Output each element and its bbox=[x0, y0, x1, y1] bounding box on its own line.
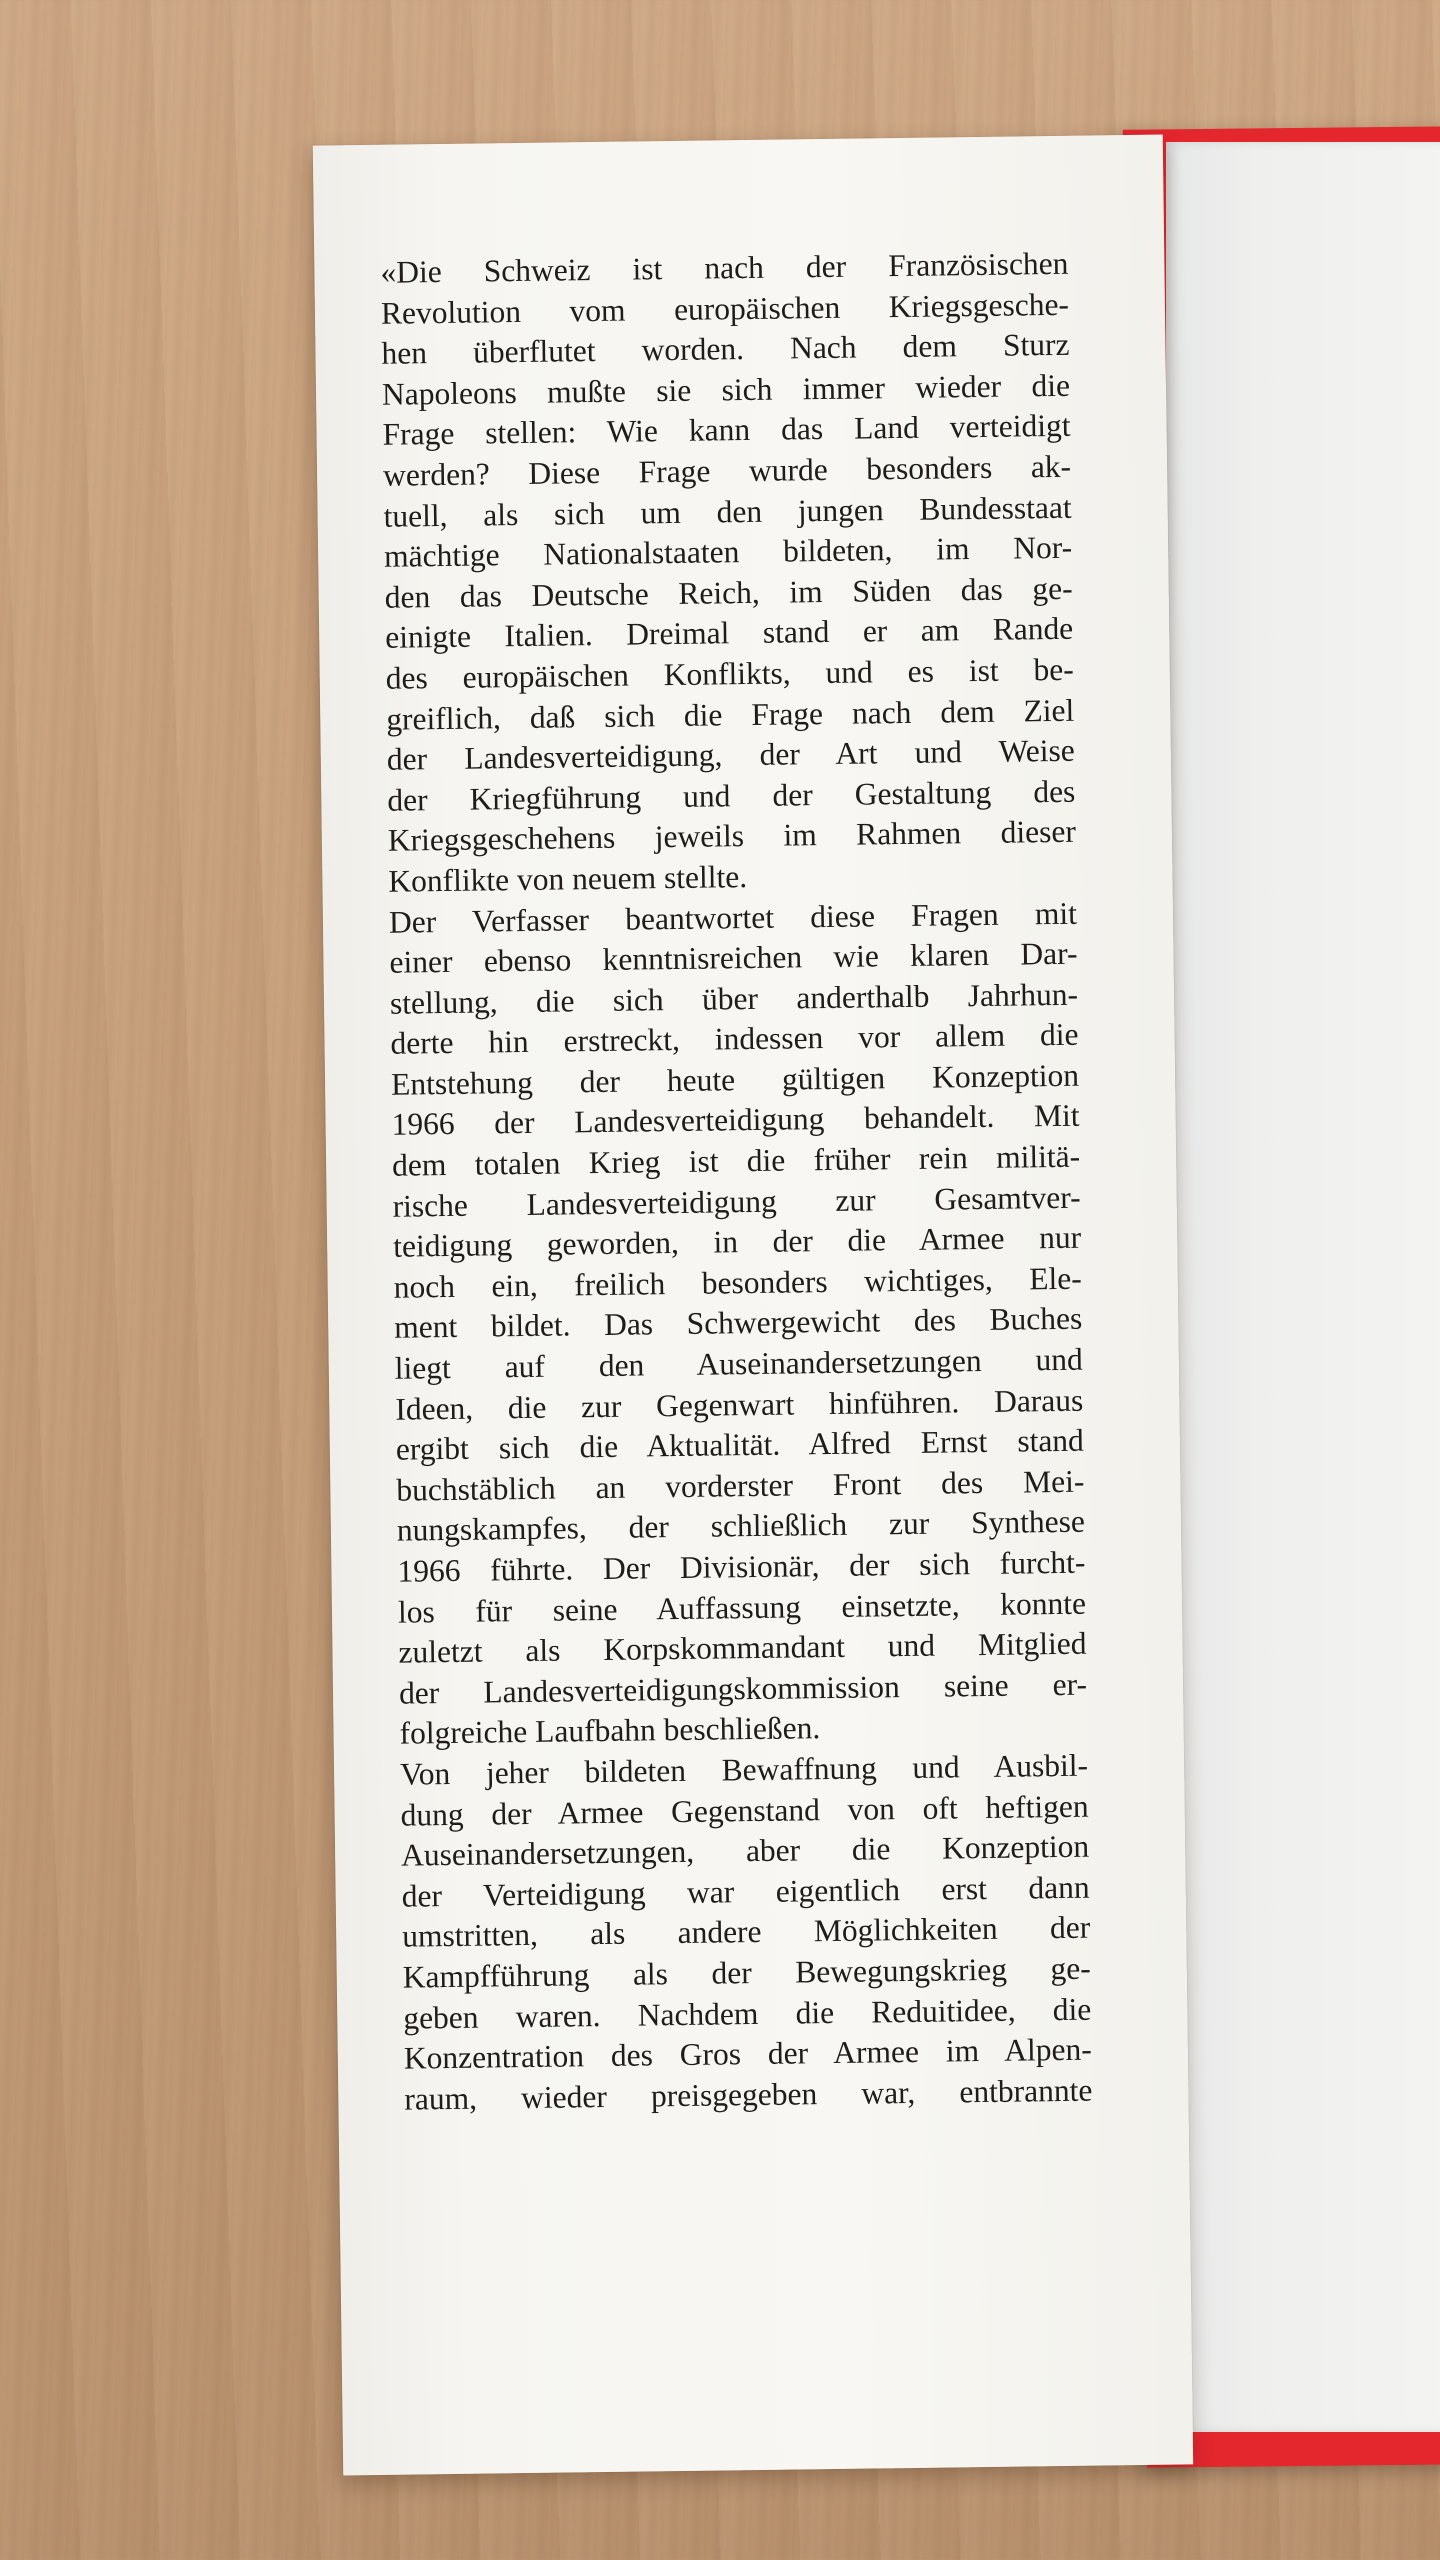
text-line: dem totalen Krieg ist die früher rein militä- bbox=[391, 1138, 1081, 1183]
text-line: Entstehung der heute gültigen Konzeption bbox=[390, 1057, 1080, 1102]
text-line: Von jeher bildeten Bewaffnung und Ausbil- bbox=[399, 1747, 1089, 1792]
text-line: greiflich, daß sich die Frage nach dem Ziel bbox=[386, 692, 1075, 737]
paragraph-3 bbox=[400, 1746, 1093, 2120]
text-line: Kampfführung als der Bewegungskrieg ge- bbox=[402, 1950, 1091, 1995]
text-line: zuletzt als Korpskommandant und Mitglied bbox=[398, 1625, 1087, 1670]
flap-text-block bbox=[380, 244, 1092, 2120]
text-line: ergibt sich die Aktualität. Alfred Ernst stand bbox=[395, 1422, 1085, 1467]
dust-jacket-flap bbox=[313, 135, 1193, 2476]
text-line: umstritten, als andere Möglichkeiten der bbox=[402, 1909, 1091, 1954]
text-line: dung der Armee Gegenstand von oft heftigen bbox=[400, 1788, 1089, 1833]
text-line: werden? Diese Frage wurde besonders ak- bbox=[382, 448, 1072, 493]
text-line: folgreiche Laufbahn beschließen. bbox=[399, 1710, 821, 1752]
text-line: stellung, die sich über anderthalb Jahrhun- bbox=[389, 976, 1079, 1021]
text-line: Konzentration des Gros der Armee im Alpen- bbox=[403, 2031, 1093, 2076]
paragraph-2 bbox=[389, 893, 1088, 1754]
text-line: mächtige Nationalstaaten bildeten, im Nor- bbox=[383, 529, 1073, 574]
text-line: Ideen, die zur Gegenwart hinführen. Daraus bbox=[395, 1382, 1084, 1427]
text-line: teidigung geworden, in der die Armee nur bbox=[392, 1219, 1082, 1264]
text-line: Konflikte von neuem stellte. bbox=[388, 858, 748, 899]
text-line: Revolution vom europäischen Kriegsgesche- bbox=[380, 286, 1070, 331]
text-line: einigte Italien. Dreimal stand er am Rande bbox=[385, 611, 1074, 656]
text-line: der Kriegführung und der Gestaltung des bbox=[387, 773, 1076, 818]
text-line: nungskampfes, der schließlich zur Synthese bbox=[396, 1504, 1086, 1549]
text-line: Kriegsgeschehens jeweils im Rahmen dieser bbox=[387, 814, 1077, 859]
text-line: 1966 der Landesverteidigung behandelt. Mit bbox=[391, 1098, 1080, 1143]
text-line: Der Verfasser beantwortet diese Fragen mit bbox=[388, 895, 1078, 940]
text-line: noch ein, freilich besonders wichtiges, Ele- bbox=[393, 1260, 1082, 1305]
text-line: Auseinandersetzungen, aber die Konzeption bbox=[400, 1828, 1090, 1873]
text-line: geben waren. Nachdem die Reduitidee, die bbox=[403, 1991, 1092, 2036]
text-line: tuell, als sich um den jungen Bundesstaat bbox=[383, 489, 1072, 534]
paragraph-1 bbox=[380, 244, 1076, 902]
text-line: den das Deutsche Reich, im Süden das ge- bbox=[384, 570, 1073, 615]
text-line: los für seine Auffassung einsetzte, konnte bbox=[397, 1585, 1087, 1630]
text-line: buchstäblich an vorderster Front des Mei- bbox=[396, 1463, 1085, 1508]
text-line: rische Landesverteidigung zur Gesamtver- bbox=[392, 1179, 1081, 1224]
book-inner-page bbox=[1166, 142, 1440, 2432]
text-line: hen überflutet worden. Nach dem Sturz bbox=[381, 326, 1070, 371]
text-line: raum, wieder preisgegeben war, entbrannte bbox=[404, 2072, 1093, 2117]
text-line: der Landesverteidigung, der Art und Weise bbox=[386, 732, 1075, 777]
text-line: liegt auf den Auseinandersetzungen und bbox=[394, 1341, 1083, 1386]
text-line: Napoleons mußte sie sich immer wieder die bbox=[381, 367, 1071, 412]
text-line: ment bildet. Das Schwergewicht des Buches bbox=[394, 1301, 1083, 1346]
text-line: der Landesverteidigungskommission seine er- bbox=[398, 1666, 1088, 1711]
text-line: «Die Schweiz ist nach der Französischen bbox=[380, 245, 1069, 290]
text-line: derte hin erstreckt, indessen vor allem die bbox=[390, 1016, 1079, 1062]
text-line: einer ebenso kenntnisreichen wie klaren Dar- bbox=[389, 935, 1078, 980]
text-line: des europäischen Konflikts, und es ist be- bbox=[385, 651, 1074, 696]
text-line: der Verteidigung war eigentlich erst dann bbox=[401, 1869, 1090, 1914]
text-line: 1966 führte. Der Divisionär, der sich furcht- bbox=[397, 1544, 1086, 1589]
text-line: Frage stellen: Wie kann das Land verteidigt bbox=[382, 408, 1071, 453]
